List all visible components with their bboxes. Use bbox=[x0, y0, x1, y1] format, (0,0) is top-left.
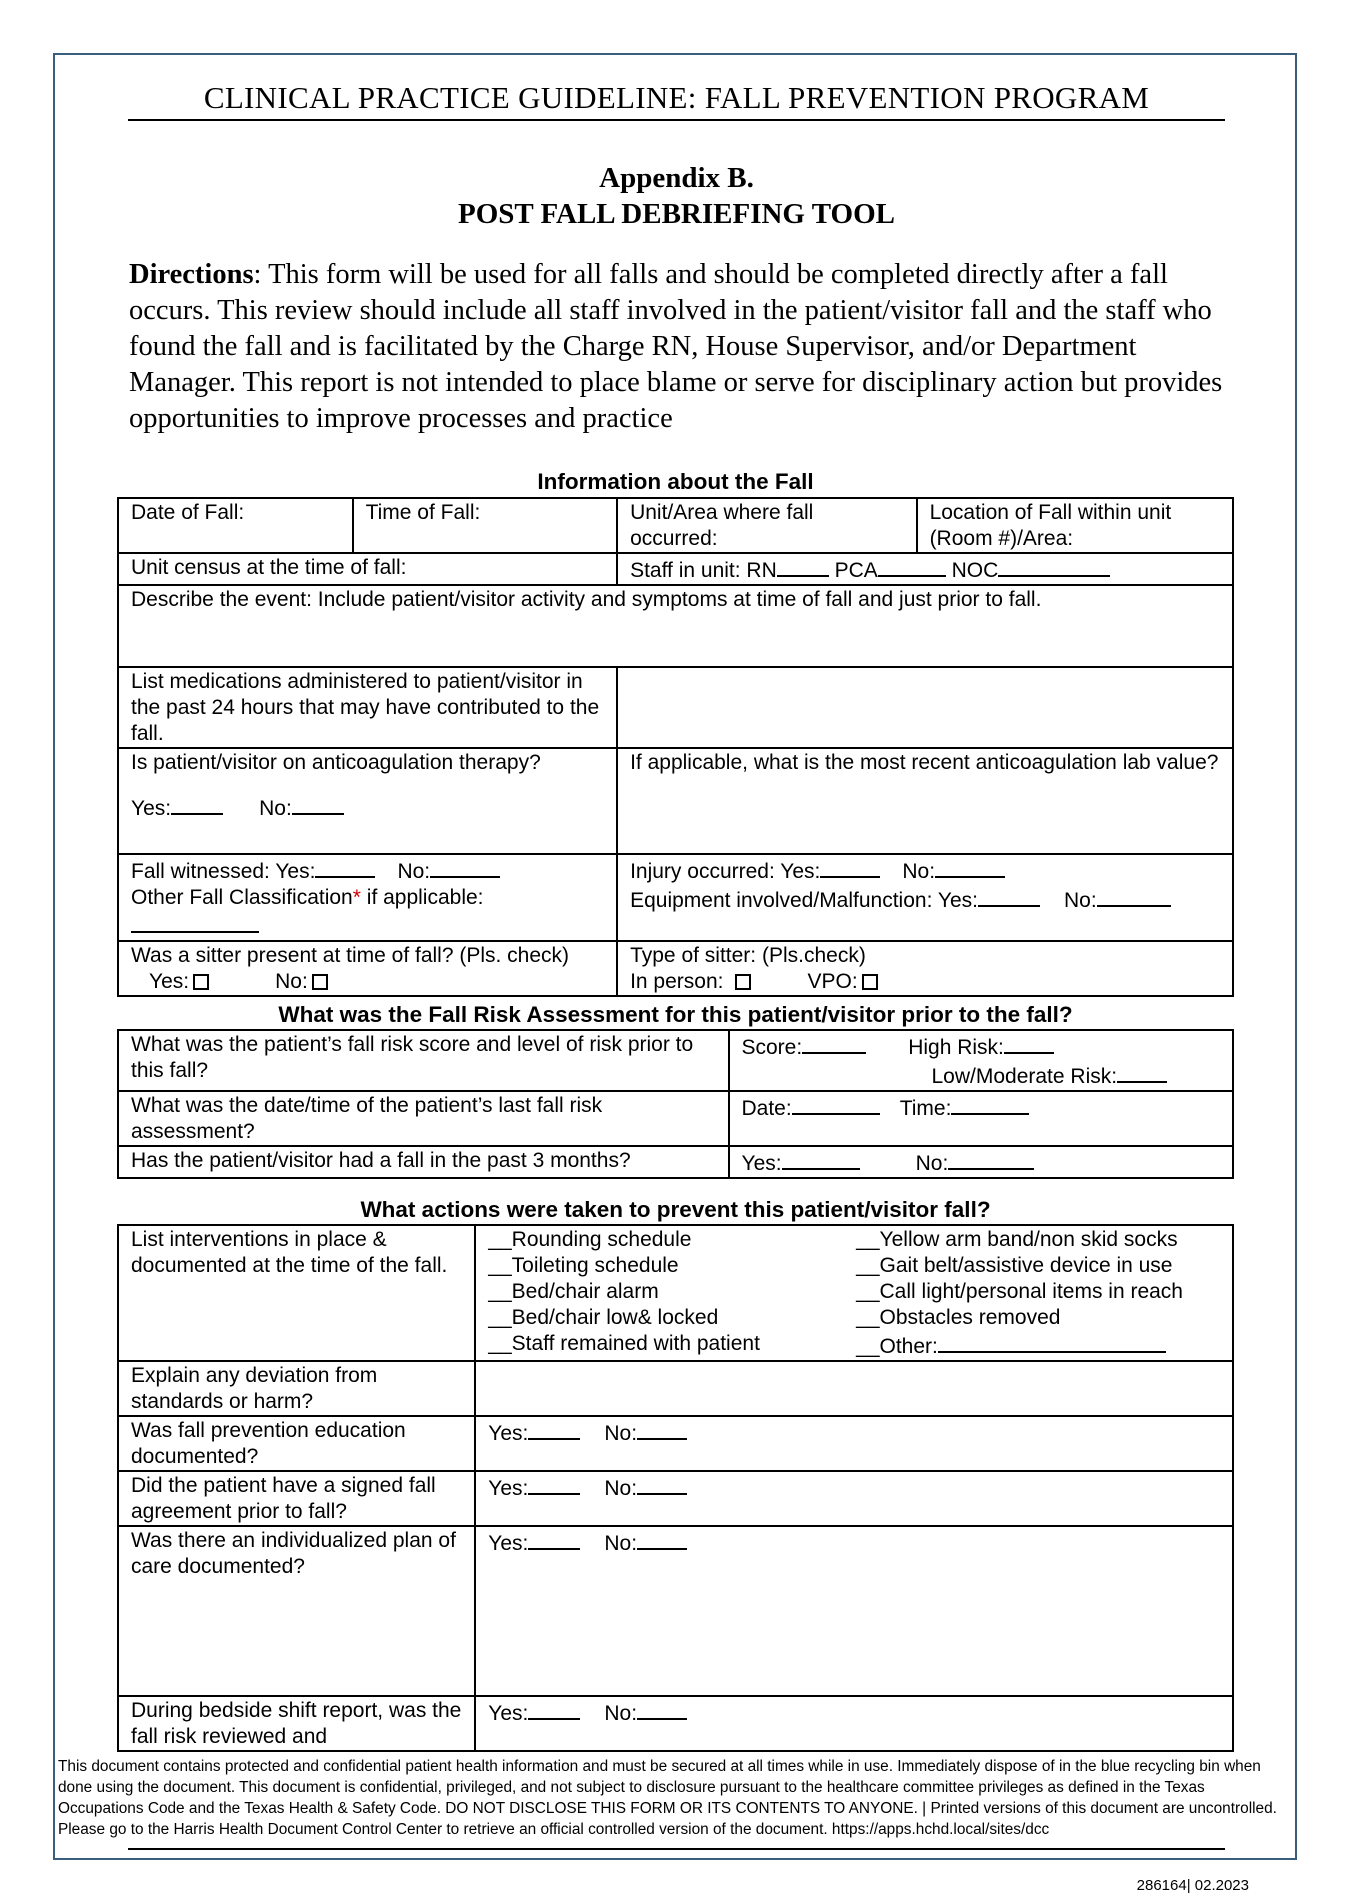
directions-label: Directions bbox=[129, 259, 254, 290]
injury-yes-blank[interactable] bbox=[820, 856, 880, 878]
sitter-yes-checkbox[interactable] bbox=[193, 974, 209, 990]
interventions-right-column bbox=[852, 1227, 1220, 1360]
intervention-item[interactable]: __Gait belt/assistive device in use bbox=[856, 1254, 1173, 1277]
bedside-no-label: No: bbox=[604, 1702, 638, 1725]
pca-blank[interactable] bbox=[878, 555, 946, 577]
sitter-no-label: No: bbox=[275, 970, 308, 993]
intervention-item[interactable]: __Bed/chair alarm bbox=[488, 1280, 659, 1303]
section-title-fall-info: Information about the Fall bbox=[537, 469, 814, 494]
low-mod-label: Low/Moderate Risk: bbox=[931, 1065, 1118, 1088]
section-title-risk-assessment: What was the Fall Risk Assessment for this patient/visitor prior to the fall? bbox=[278, 1002, 1073, 1027]
education-answer bbox=[475, 1416, 1233, 1471]
noc-blank[interactable] bbox=[998, 555, 1110, 577]
interventions-left-column bbox=[488, 1227, 852, 1360]
past-fall-yes-label: Yes: bbox=[741, 1152, 782, 1175]
other-class-label: Other Fall Classification bbox=[131, 886, 353, 909]
bedside-question: During bedside shift report, was the fall risk reviewed and bbox=[118, 1696, 475, 1751]
risk-score-question: What was the patient’s fall risk score and level of risk prior to this fall? bbox=[118, 1030, 729, 1091]
fall-info-table bbox=[117, 497, 1234, 997]
care-plan-no-blank[interactable] bbox=[637, 1528, 687, 1550]
vpo-label: VPO: bbox=[807, 970, 858, 993]
equipment-no-label: No: bbox=[1063, 889, 1097, 912]
care-plan-yes-blank[interactable] bbox=[528, 1528, 580, 1550]
anticoag-question bbox=[118, 748, 617, 854]
last-assessment-question: What was the date/time of the patient’s last fall risk assessment? bbox=[118, 1091, 729, 1146]
care-plan-no-label: No: bbox=[604, 1532, 638, 1555]
intervention-item-other[interactable] bbox=[856, 1331, 1220, 1360]
agreement-no-blank[interactable] bbox=[637, 1473, 687, 1495]
education-no-label: No: bbox=[604, 1422, 638, 1445]
interventions-question: List interventions in place & documented at the time of the fall. bbox=[118, 1225, 475, 1361]
staff-field[interactable] bbox=[617, 553, 1233, 585]
bedside-yes-label: Yes: bbox=[488, 1702, 529, 1725]
directions-paragraph bbox=[129, 257, 1239, 437]
time-blank[interactable] bbox=[951, 1093, 1029, 1115]
sitter-field bbox=[118, 941, 617, 996]
education-question: Was fall prevention education documented? bbox=[118, 1416, 475, 1471]
other-blank[interactable] bbox=[938, 1331, 1166, 1353]
high-risk-label: High Risk: bbox=[908, 1036, 1004, 1059]
sitter-yes-label: Yes: bbox=[149, 970, 190, 993]
unit-area-field[interactable]: Unit/Area where fall occurred: bbox=[617, 498, 916, 553]
anticoag-yes-no bbox=[131, 793, 604, 822]
intervention-item[interactable]: __Obstacles removed bbox=[856, 1306, 1061, 1329]
directions-text: : This form will be used for all falls and should be completed directly after a fall occurs. This review should include all staff involved in the patient/visitor fall and the staff who found the fall and is facilitated by the Charge RN, House Supervisor, and/or Department Manager. This report is not intended to place blame or serve for disciplinary action but provides opportunities to improve processes and practice bbox=[129, 259, 1223, 434]
medications-answer[interactable] bbox=[617, 667, 1233, 748]
past-fall-no-blank[interactable] bbox=[948, 1148, 1034, 1170]
deviation-question: Explain any deviation from standards or harm? bbox=[118, 1361, 475, 1416]
injury-no-label: No: bbox=[902, 860, 936, 883]
agreement-question: Did the patient have a signed fall agreement prior to fall? bbox=[118, 1471, 475, 1526]
witnessed-field bbox=[118, 854, 617, 941]
anticoag-lab-field[interactable]: If applicable, what is the most recent anticoagulation lab value? bbox=[617, 748, 1233, 854]
other-class-blank[interactable] bbox=[131, 911, 259, 933]
staff-noc-label: NOC bbox=[951, 559, 999, 582]
witnessed-yes-label: Fall witnessed: Yes: bbox=[131, 860, 316, 883]
date-of-fall-field[interactable]: Date of Fall: bbox=[118, 498, 353, 553]
in-person-label: In person: bbox=[630, 970, 724, 993]
time-label: Time: bbox=[899, 1097, 952, 1120]
intervention-item[interactable]: __Call light/personal items in reach bbox=[856, 1280, 1183, 1303]
footer-divider bbox=[128, 1848, 1225, 1850]
risk-assessment-table bbox=[117, 1029, 1234, 1179]
care-plan-yes-label: Yes: bbox=[488, 1532, 529, 1555]
sitter-type-label: Type of sitter: (Pls.check) bbox=[630, 944, 866, 967]
care-plan-question: Was there an individualized plan of care documented? bbox=[118, 1526, 475, 1696]
yes-blank[interactable] bbox=[171, 793, 223, 815]
describe-event-field[interactable]: Describe the event: Include patient/visitor activity and symptoms at time of fall and just prior to fall. bbox=[118, 585, 1233, 667]
last-assessment-answer bbox=[729, 1091, 1234, 1146]
no-blank[interactable] bbox=[292, 793, 344, 815]
education-yes-blank[interactable] bbox=[528, 1418, 580, 1440]
equipment-yes-blank[interactable] bbox=[978, 885, 1040, 907]
sitter-no-checkbox[interactable] bbox=[312, 974, 328, 990]
date-blank[interactable] bbox=[792, 1093, 880, 1115]
section-title-actions: What actions were taken to prevent this patient/visitor fall? bbox=[360, 1197, 991, 1222]
yes-label: Yes: bbox=[131, 797, 172, 820]
location-field[interactable]: Location of Fall within unit (Room #)/Area: bbox=[917, 498, 1233, 553]
intervention-item[interactable]: __Rounding schedule bbox=[488, 1228, 692, 1251]
care-plan-answer bbox=[475, 1526, 1233, 1696]
census-field[interactable]: Unit census at the time of fall: bbox=[118, 553, 617, 585]
interventions-list bbox=[475, 1225, 1233, 1361]
bedside-no-blank[interactable] bbox=[637, 1698, 687, 1720]
injury-field bbox=[617, 854, 1233, 941]
appendix-label: Appendix B. bbox=[599, 162, 754, 194]
intervention-item[interactable]: __Toileting schedule bbox=[488, 1254, 679, 1277]
witnessed-yes-blank[interactable] bbox=[315, 856, 375, 878]
date-label: Date: bbox=[741, 1097, 792, 1120]
intervention-item[interactable]: __Yellow arm band/non skid socks bbox=[856, 1228, 1178, 1251]
past-fall-no-label: No: bbox=[915, 1152, 949, 1175]
witnessed-no-label: No: bbox=[397, 860, 431, 883]
equipment-yes-label: Equipment involved/Malfunction: Yes: bbox=[630, 889, 978, 912]
vpo-checkbox[interactable] bbox=[862, 974, 878, 990]
other-label: __Other: bbox=[856, 1335, 938, 1358]
staff-pca-label: PCA bbox=[834, 559, 878, 582]
bedside-answer bbox=[475, 1696, 1233, 1751]
sitter-type-field bbox=[617, 941, 1233, 996]
no-label: No: bbox=[259, 797, 292, 820]
equipment-no-blank[interactable] bbox=[1097, 885, 1171, 907]
medications-question: List medications administered to patient/visitor in the past 24 hours that may have contributed to the fall. bbox=[118, 667, 617, 748]
sitter-question: Was a sitter present at time of fall? (Pls. check) bbox=[131, 944, 570, 967]
agreement-no-label: No: bbox=[604, 1477, 638, 1500]
intervention-item[interactable]: __Staff remained with patient bbox=[488, 1332, 760, 1355]
injury-yes-label: Injury occurred: Yes: bbox=[630, 860, 821, 883]
intervention-item[interactable]: __Bed/chair low& locked bbox=[488, 1306, 719, 1329]
score-blank[interactable] bbox=[802, 1032, 866, 1054]
past-fall-question: Has the patient/visitor had a fall in the past 3 months? bbox=[118, 1146, 729, 1178]
score-label: Score: bbox=[741, 1036, 803, 1059]
time-of-fall-field[interactable]: Time of Fall: bbox=[353, 498, 618, 553]
education-no-blank[interactable] bbox=[637, 1418, 687, 1440]
deviation-answer[interactable] bbox=[475, 1361, 1233, 1416]
header-divider bbox=[128, 119, 1225, 121]
past-fall-answer bbox=[729, 1146, 1234, 1178]
if-applicable-label: if applicable: bbox=[360, 886, 484, 909]
agreement-yes-blank[interactable] bbox=[528, 1473, 580, 1495]
tool-title: POST FALL DEBRIEFING TOOL bbox=[457, 198, 895, 230]
high-risk-blank[interactable] bbox=[1004, 1032, 1054, 1054]
bedside-yes-blank[interactable] bbox=[528, 1698, 580, 1720]
past-fall-yes-blank[interactable] bbox=[782, 1148, 860, 1170]
anticoag-label: Is patient/visitor on anticoagulation therapy? bbox=[131, 751, 541, 774]
education-yes-label: Yes: bbox=[488, 1422, 529, 1445]
actions-table bbox=[117, 1224, 1234, 1752]
agreement-answer bbox=[475, 1471, 1233, 1526]
required-asterisk: * bbox=[352, 886, 361, 909]
low-mod-blank[interactable] bbox=[1117, 1061, 1167, 1083]
agreement-yes-label: Yes: bbox=[488, 1477, 529, 1500]
risk-score-answer bbox=[729, 1030, 1234, 1091]
in-person-checkbox[interactable] bbox=[735, 974, 751, 990]
rn-blank[interactable] bbox=[777, 555, 829, 577]
staff-rn-label: Staff in unit: RN bbox=[630, 559, 777, 582]
document-number: 286164| 02.2023 bbox=[1136, 1877, 1249, 1894]
witnessed-no-blank[interactable] bbox=[430, 856, 500, 878]
confidentiality-footer: This document contains protected and confidential patient health information and must be secured at all times while in use. Immediately dispose of in the blue recycling bin when done using the document. This document is confidential, privileged, and not subject to disclosure pursuant to the healthcare committee privileges as defined in the Texas Occupations Code and the Texas Health & Safety Code. DO NOT DISCLOSE THIS FORM OR ITS CONTENTS TO ANYONE. | Printed versions of this document are uncontrolled. Please go to the Harris Health Document Control Center to retrieve an official controlled version of the document. https://apps.hchd.local/sites/dcc bbox=[58, 1758, 1277, 1838]
injury-no-blank[interactable] bbox=[935, 856, 1005, 878]
page-title: CLINICAL PRACTICE GUIDELINE: FALL PREVENTION PROGRAM bbox=[203, 80, 1150, 115]
appendix-heading bbox=[128, 160, 1225, 232]
